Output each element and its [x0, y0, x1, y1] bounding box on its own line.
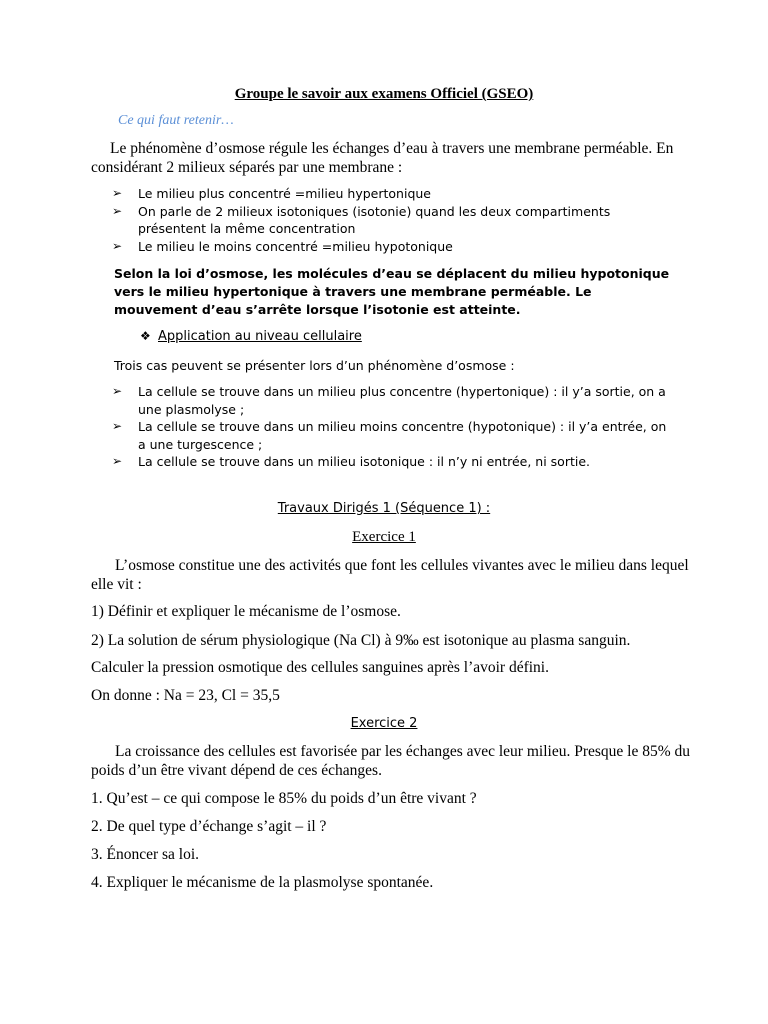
exercice2-q1: 1. Qu’est – ce qui compose le 85% du poids d’un être vivant ? [91, 790, 477, 807]
intro-paragraph: Le phénomène d’osmose régule les échanges d’eau à travers une membrane perméable. En considérant 2 milieux séparés par une membrane : [91, 140, 674, 176]
exercice1-q1: 1) Définir et expliquer le mécanisme de l’osmose. [91, 603, 401, 620]
application-heading: ❖ Application au niveau cellulaire [140, 329, 362, 344]
list-item: ➢ Le milieu plus concentré =milieu hypertonique [112, 186, 431, 201]
list-item: ➢ On parle de 2 milieux isotoniques (isotonie) quand les deux compartiments présentent la même concentration [112, 203, 611, 236]
exercice1-q2: 2) La solution de sérum physiologique (Na Cl) à 9‰ est isotonique au plasma sanguin. [91, 632, 631, 649]
exercice1-donne: On donne : Na = 23, Cl = 35,5 [91, 687, 280, 704]
diamond-icon: ❖ [140, 329, 151, 343]
exercice2-q4: 4. Expliquer le mécanisme de la plasmolyse spontanée. [91, 874, 434, 891]
exercice2-intro: La croissance des cellules est favorisée par les échanges avec leur milieu. Presque le 85% du poids d’un être vivant dépend de ces échanges. [91, 743, 690, 779]
exercice2-heading: Exercice 2 [350, 716, 418, 731]
document-title: Groupe le savoir aux examens Officiel (GSEO) [234, 86, 534, 102]
exercice1-heading: Exercice 1 [352, 529, 416, 545]
list-item: ➢ La cellule se trouve dans un milieu plus concentre (hypertonique) : il y’a sortie, on a une plasmolyse ; [112, 384, 666, 417]
exercice2-q3: 3. Énoncer sa loi. [91, 846, 200, 863]
list-item: ➢ La cellule se trouve dans un milieu moins concentre (hypotonique) : il y’a entrée, on a une turgescence ; [112, 419, 667, 452]
milieux-list [112, 185, 672, 255]
arrow-right-icon: ➢ [112, 203, 123, 218]
arrow-right-icon: ➢ [112, 186, 123, 200]
exercice1-q2b: Calculer la pression osmotique des cellules sanguines après l’avoir défini. [91, 659, 549, 676]
arrow-right-icon: ➢ [112, 419, 123, 433]
exercice1-intro: L’osmose constitue une des activités que font les cellules vivantes avec le milieu dans lequel elle vit : [91, 557, 689, 593]
arrow-right-icon: ➢ [112, 384, 123, 398]
cases-intro: Trois cas peuvent se présenter lors d’un phénomène d’osmose : [114, 358, 515, 373]
exercice2-q2: 2. De quel type d’échange s’agit – il ? [91, 818, 327, 835]
list-item: ➢ Le milieu le moins concentré =milieu hypotonique [112, 238, 453, 254]
td-heading: Travaux Dirigés 1 (Séquence 1) : [277, 501, 491, 516]
loi-osmose-paragraph: Selon la loi d’osmose, les molécules d’eau se déplacent du milieu hypotonique vers le milieu hypertonique à travers une membrane perméable. Le mouvement d’eau s’arrête lorsque l’isotonie est atteinte. [114, 266, 670, 317]
arrow-right-icon: ➢ [112, 454, 123, 468]
arrow-right-icon: ➢ [112, 238, 123, 253]
cas-list [112, 383, 672, 471]
list-item: ➢ La cellule se trouve dans un milieu isotonique : il n’y ni entrée, ni sortie. [112, 454, 590, 469]
subtitle: Ce qui faut retenir… [118, 113, 234, 128]
